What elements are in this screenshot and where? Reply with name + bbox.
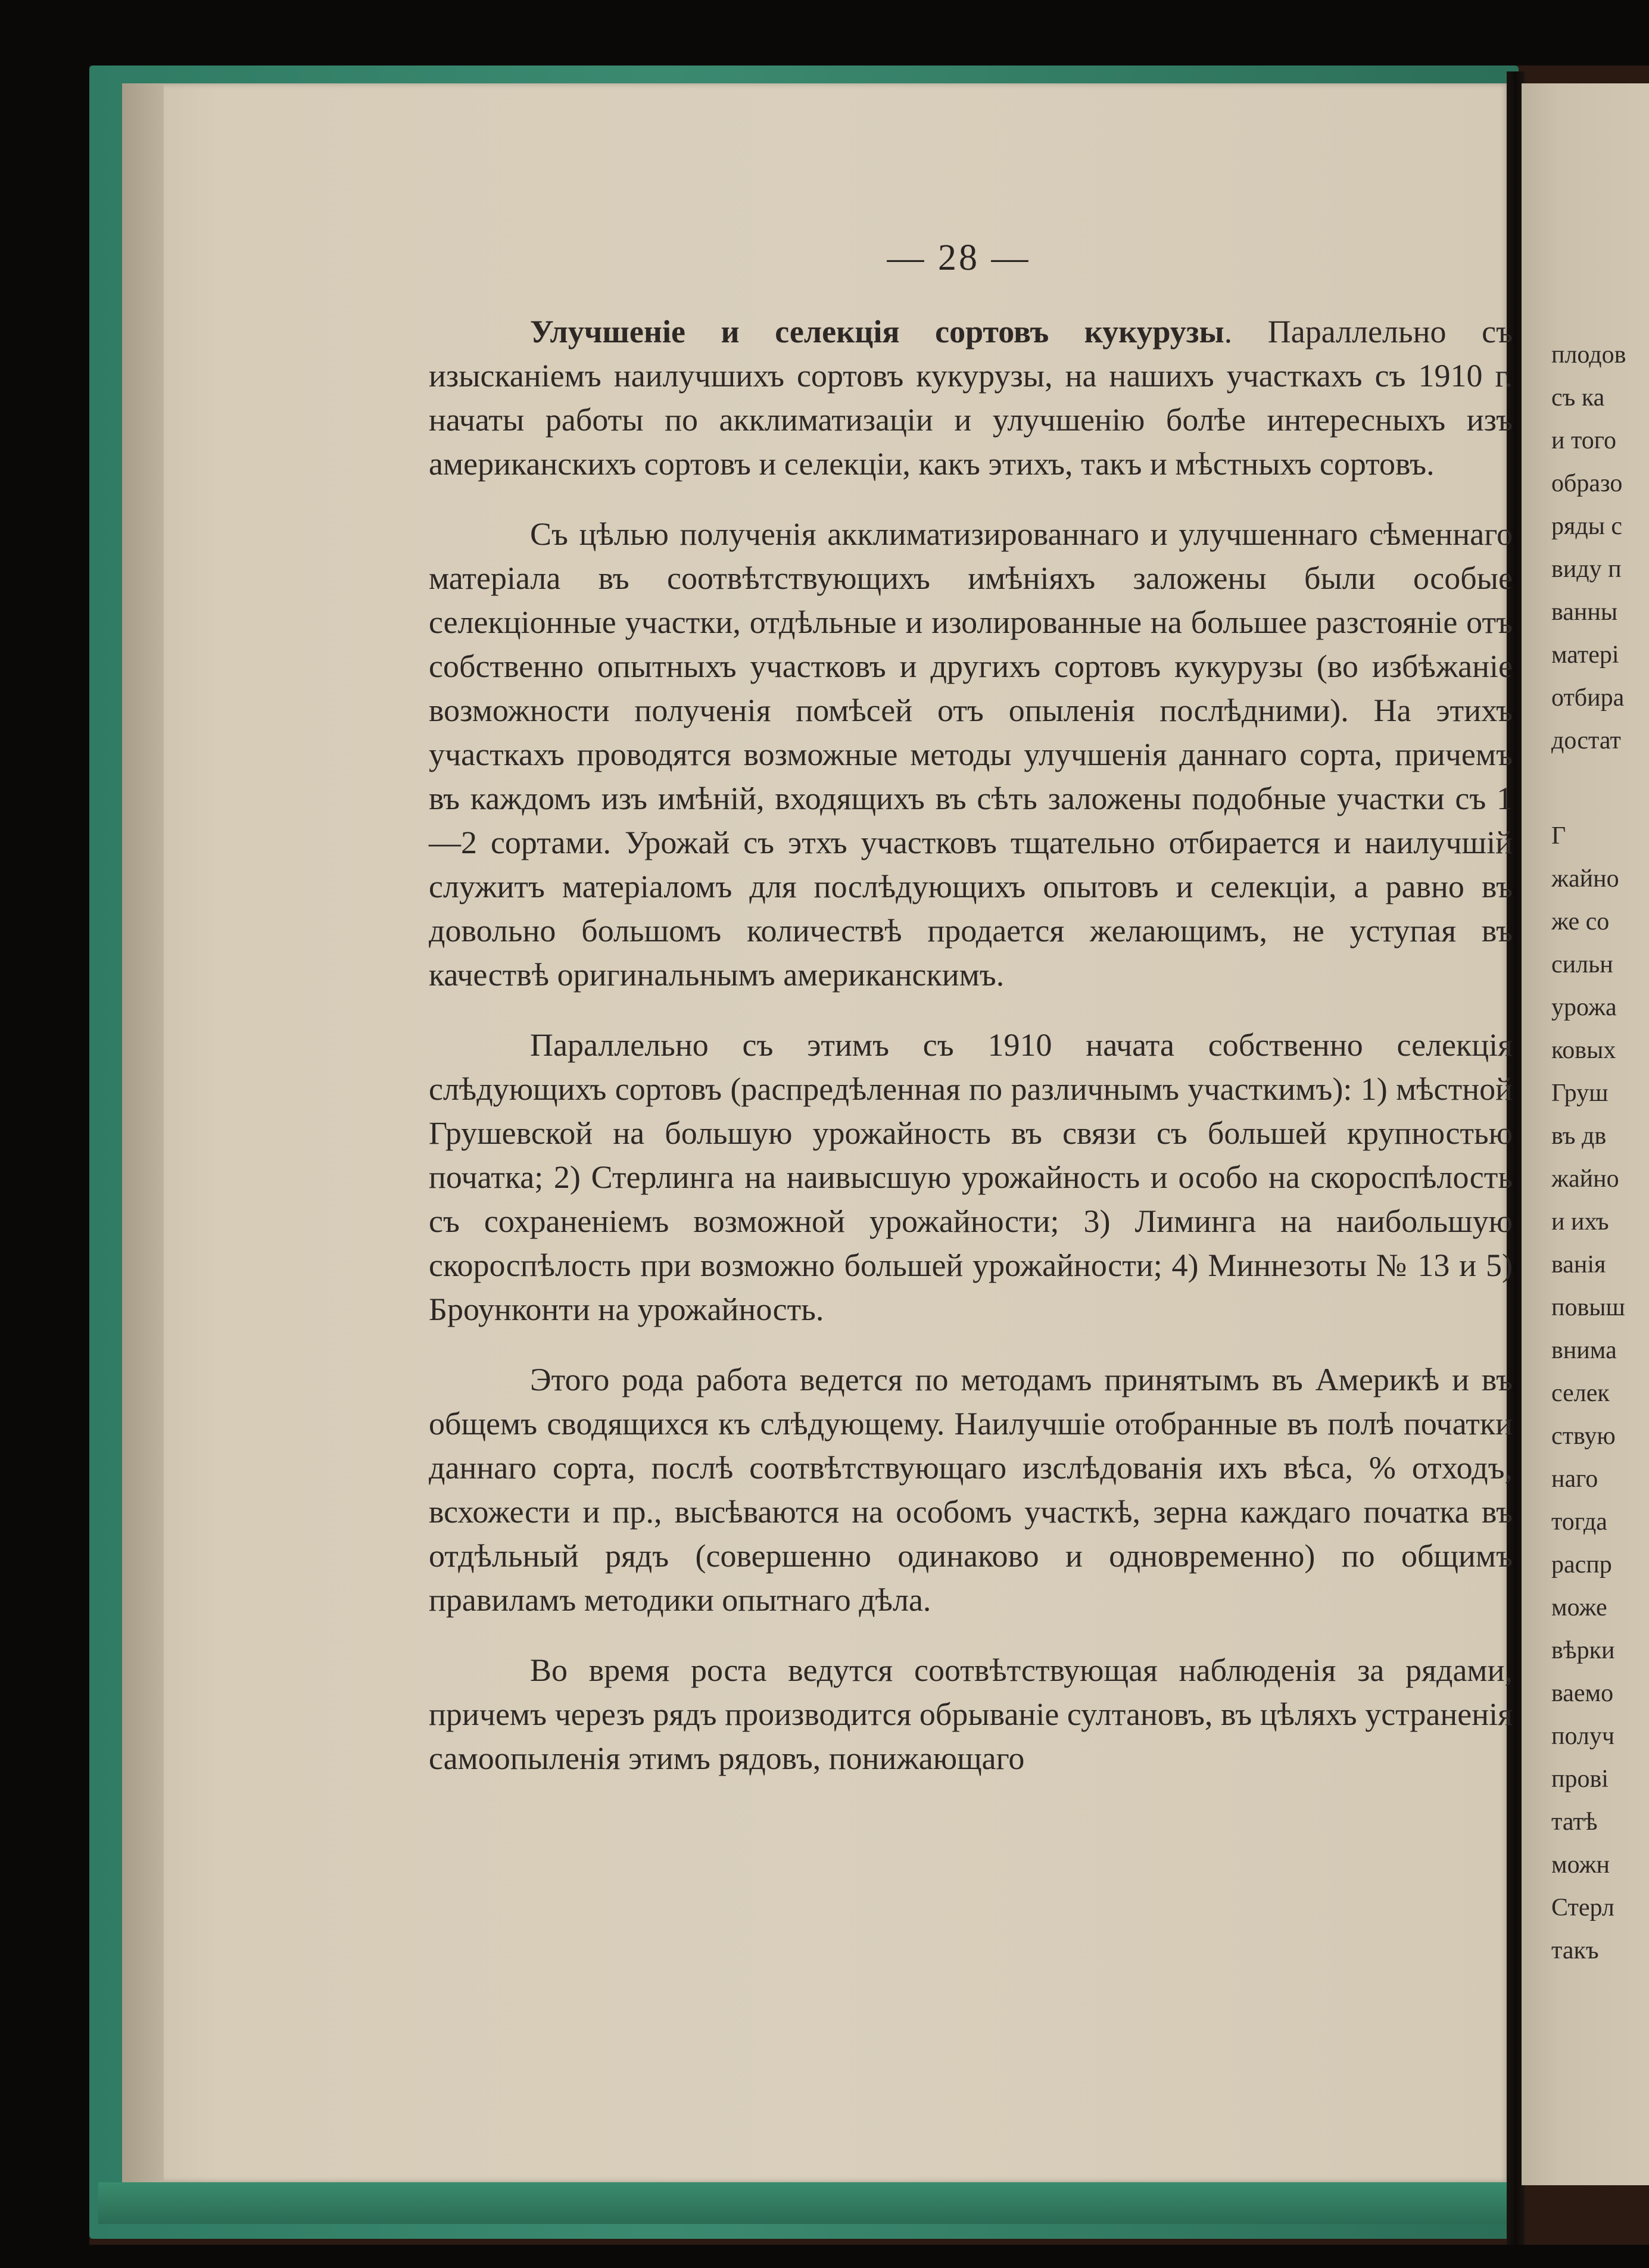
right-line: и ихъ [1551,1208,1609,1236]
right-line: може [1551,1594,1607,1621]
paragraph-3: Параллельно съ этимъ съ 1910 начата собственно селекція слѣдующихъ сортовъ (распредѣленная по различнымъ участкимъ): 1) мѣстной Грушевской на большую урожайность въ связи съ большей крупностью початка; 2) Стерлинга на наивысшую урожайность и особо на скороспѣлость съ сохраненіемъ возможной урожайности; 3) Лиминга на наибольшую скороспѣлость при возможно большей урожайности; 4) Миннезоты № 13 и 5) Броунконти на урожайность. [429,1027,1513,1327]
right-line: прові [1551,1765,1609,1793]
page-number: — 28 — [887,238,1031,278]
right-line: Г [1551,822,1566,850]
paragraph-1 [429,310,1513,486]
right-line: урожа [1551,994,1617,1021]
right-line: вѣрки [1551,1637,1615,1664]
right-line: виду п [1551,556,1622,583]
right-page-text [1551,333,1649,1972]
right-line: ковых [1551,1037,1616,1064]
right-line: получ [1551,1723,1615,1750]
right-line: отбира [1551,684,1625,712]
right-line: достат [1551,727,1621,754]
right-line: внима [1551,1337,1617,1364]
right-line: жайно [1551,865,1619,893]
right-line: такъ [1551,1937,1599,1964]
right-line: матері [1551,641,1619,669]
cover-bottom-edge [98,2182,1522,2224]
right-line: селек [1551,1380,1610,1407]
page-edges [122,83,164,2182]
right-line: и того [1551,427,1616,454]
right-line: наго [1551,1465,1598,1493]
right-line: же со [1551,908,1610,935]
right-line: сильн [1551,951,1613,978]
right-line: въ дв [1551,1122,1607,1150]
right-line: ванны [1551,598,1618,626]
right-line: можн [1551,1851,1610,1879]
right-line: татѣ [1551,1808,1598,1836]
paragraph-2: Съ цѣлью полученія акклиматизированнаго и улучшеннаго сѣменнаго матеріала въ соотвѣтствующихъ имѣніяхъ заложены были особые селекціонные участки, отдѣльные и изолированные на большее разстояніе отъ собственно опытныхъ участковъ и другихъ сортовъ кукурузы (во избѣжаніе возможности полученія помѣсей отъ опыленія послѣдними). На этихъ участкахъ проводятся возможные методы улучшенія даннаго сорта, причемъ въ каждомъ изъ имѣній, входящихъ въ сѣть заложены подобные участки съ 1—2 сортами. Урожай съ этхъ участковъ тщательно отбирается и наилучшій служитъ матеріаломъ для послѣдующихъ опытовъ и селекціи, а равно въ довольно большомъ количествѣ продается желающимъ, не уступая въ качествѣ оригинальнымъ американскимъ. [429,516,1513,993]
right-line: плодов [1551,341,1626,369]
right-line: Стерл [1551,1894,1614,1921]
right-line: Груш [1551,1080,1609,1107]
section-heading: Улучшеніе и селекція сортовъ кукурузы [530,314,1224,350]
right-line: ряды с [1551,513,1623,540]
right-line: повыш [1551,1294,1625,1321]
paragraph-5: Во время роста ведутся соотвѣтствующая наблюденія за рядами, причемъ черезъ рядъ производится обрываніе султановъ, въ цѣляхъ устраненія самоопыленія этимъ рядовъ, понижающаго [429,1652,1513,1776]
right-paragraph-gap [1551,762,1649,815]
right-line: распр [1551,1551,1612,1578]
paragraph-4: Этого рода работа ведется по методамъ принятымъ въ Америкѣ и въ общемъ сводящихся къ слѣдующему. Наилучшіе отобранные въ полѣ початки даннаго сорта, послѣ соотвѣтствующаго изслѣдованія ихъ вѣса, % отходъ, всхожести и пр., высѣваются на особомъ участкѣ, зерна каждаго початка въ отдѣльный рядъ (совершенно одинаково и одновременно) по общимъ правиламъ методики опытнаго дѣла. [429,1362,1513,1618]
right-line: тогда [1551,1508,1607,1536]
main-text-block [429,310,1513,1807]
right-line: образо [1551,470,1623,497]
right-line: жайно [1551,1165,1619,1193]
right-line: съ ка [1551,384,1605,411]
paragraph-1-text: . Параллельно съ изысканіемъ наилучшихъ сортовъ кукурузы, на нашихъ участкахъ съ 1910 г. начаты работы по акклиматизаціи и улучшенію болѣе интересныхъ изъ американскихъ сортовъ и селекціи, какъ этихъ, такъ и мѣстныхъ сортовъ. [429,314,1513,482]
right-line: ствую [1551,1422,1616,1450]
right-line: ваемо [1551,1680,1614,1707]
right-line: ванія [1551,1251,1606,1278]
